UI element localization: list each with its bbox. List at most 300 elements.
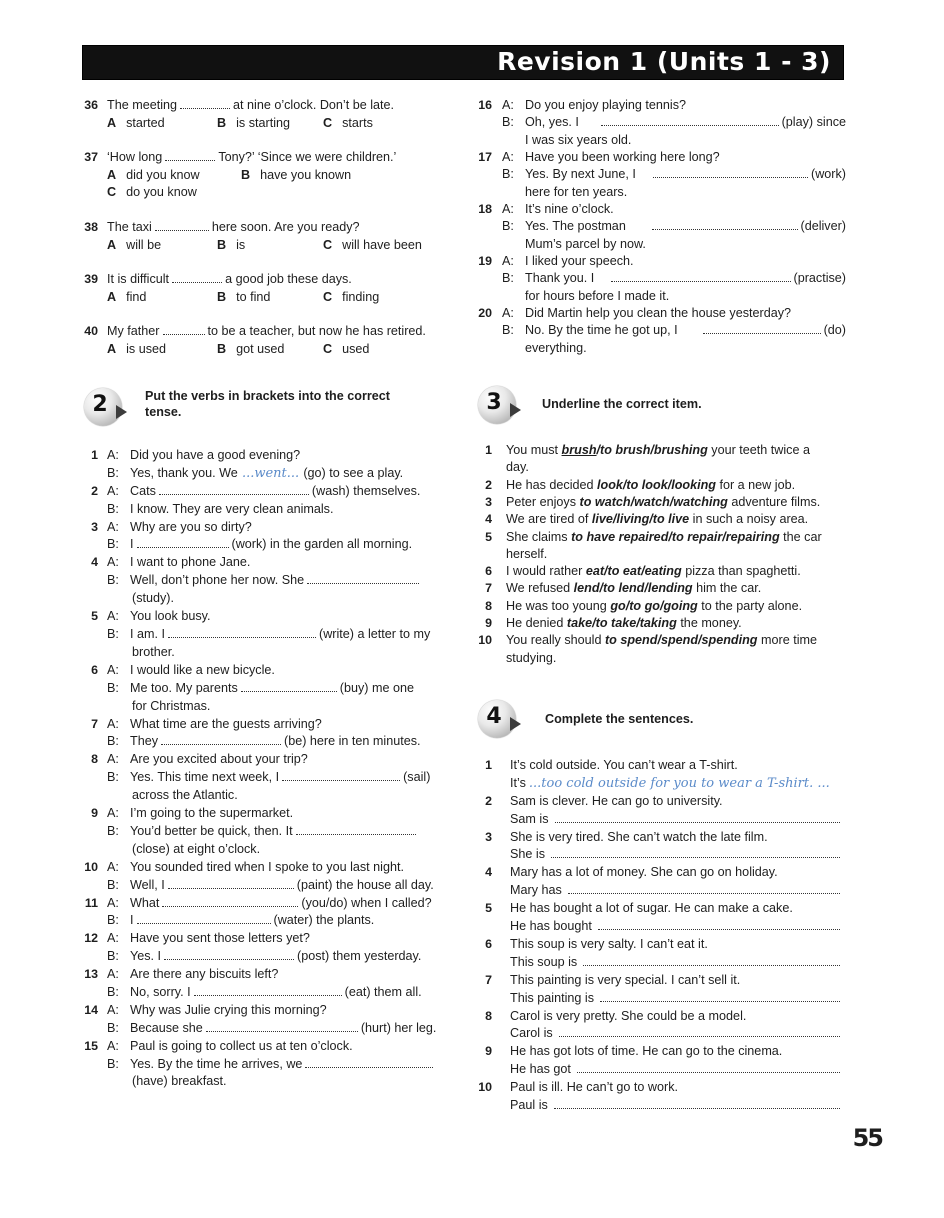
speaker-a-text: Are you excited about your trip? xyxy=(130,752,308,767)
dialogue-3 xyxy=(80,519,452,555)
speaker-b-continuation: (have) breakfast. xyxy=(132,1074,227,1089)
item-sentence xyxy=(506,598,802,616)
answer-lead: It’s xyxy=(510,775,526,790)
dialogue-8 xyxy=(80,751,452,805)
speaker-b-text: You’d better be quick, then. It xyxy=(130,823,293,838)
choice-options: to have repaired/to repair/repairing xyxy=(571,529,780,544)
sentence-continuation: herself. xyxy=(506,546,548,561)
speaker-a-text: You sounded tired when I spoke to you last night. xyxy=(130,859,404,874)
dialogue-number: 15 xyxy=(84,1038,98,1053)
answer-line xyxy=(510,954,843,972)
exercise-1-right xyxy=(474,97,846,357)
speaker-b-continuation: Mum’s parcel by now. xyxy=(525,237,646,251)
answer-lead: This painting is xyxy=(510,990,594,1005)
speaker-a-line: I liked your speech. xyxy=(525,254,634,268)
exercise-number-badge xyxy=(478,700,516,738)
speaker-b-line: Yes. The postman xyxy=(525,219,626,233)
speaker-b-line: B: Well, I (paint) the house all day. xyxy=(107,877,434,892)
sentence-start: He has decided xyxy=(506,477,594,492)
item-number: 2 xyxy=(485,793,492,808)
speaker-b-line: B: I am. I (write) a letter to my xyxy=(107,626,431,641)
speaker-a-line: Have you been working here long? xyxy=(525,150,720,164)
question-stem: at nine o’clock. Don’t be late. xyxy=(233,98,395,112)
item-8 xyxy=(474,598,846,615)
speaker-a-line: A: Are you excited about your trip? xyxy=(107,752,308,767)
question-number: 39 xyxy=(84,272,98,286)
option-a: A find xyxy=(107,290,147,304)
option-c: C finding xyxy=(323,290,380,304)
question-39 xyxy=(80,271,452,323)
page-title: Revision 1 (Units 1 - 3) xyxy=(497,47,831,76)
dialogue-number: 7 xyxy=(91,716,98,731)
choice-set[interactable] xyxy=(592,512,689,526)
speaker-a-line: It’s nine o’clock. xyxy=(525,202,614,216)
choice-options: eat/to eat/eating xyxy=(585,564,682,579)
dialogue-18: 18 A: It’s nine o’clock. B: Yes. The postman (deliver) Mum’s parcel by now. xyxy=(474,201,846,253)
question-stem: to be a teacher, but now he has retired. xyxy=(207,324,426,338)
speaker-b-line: B: Yes. This time next week, I (sail) xyxy=(107,770,431,785)
question-stem: here soon. Are you ready? xyxy=(211,220,360,234)
exercise-number: 3 xyxy=(486,390,502,415)
verb-hint: (work) xyxy=(811,167,846,181)
speaker-b-line: B: I (work) in the garden all morning. xyxy=(107,537,413,552)
selected-choice: brush xyxy=(561,443,597,457)
speaker-b-continuation: for Christmas. xyxy=(132,698,211,713)
answer-line xyxy=(510,918,843,936)
dialogue-10 xyxy=(80,859,452,895)
choice-set[interactable] xyxy=(567,616,677,630)
sentence-end: more time xyxy=(761,633,817,648)
speaker-a-text: You look busy. xyxy=(130,609,211,624)
sentence-end: for a new job. xyxy=(719,477,796,492)
answer-lead: Sam is xyxy=(510,811,549,826)
sentence-start: She claims xyxy=(506,529,568,544)
verb-hint: (post) them yesterday. xyxy=(297,949,422,964)
speaker-a-line: A: Why are you so dirty? xyxy=(107,519,252,534)
exercise-instruction: Underline the correct item. xyxy=(542,397,702,411)
sentence-end: to the party alone. xyxy=(701,598,803,613)
prompt-sentence: She is very tired. She can’t watch the late film. xyxy=(510,829,768,844)
speaker-b-text: I know. They are very clean animals. xyxy=(130,501,334,516)
answer-line xyxy=(510,811,843,829)
verb-hint: (go) to see a play. xyxy=(303,465,404,480)
answer-line xyxy=(510,1061,843,1079)
dialogue-number: 18 xyxy=(478,202,492,216)
sentence-continuation: studying. xyxy=(506,650,557,665)
sentence-2 xyxy=(474,793,846,829)
choice-set[interactable] xyxy=(597,478,716,492)
answer-lead: This soup is xyxy=(510,954,578,969)
choice-set[interactable] xyxy=(571,530,780,544)
dialogue-20: 20 A: Did Martin help you clean the house yesterday? B: No. By the time he got up, I (do) everything. xyxy=(474,305,846,357)
exercise-4-header xyxy=(478,700,848,742)
speaker-a-text: Did you have a good evening? xyxy=(130,448,301,462)
choice-options: look/to look/looking xyxy=(597,477,716,492)
item-10 xyxy=(474,632,846,667)
speaker-b-text: Well, I xyxy=(130,877,165,892)
question-37 xyxy=(80,149,452,219)
dialogue-number: 20 xyxy=(478,306,492,320)
choice-set[interactable] xyxy=(574,581,693,595)
question-number: 37 xyxy=(84,150,98,164)
speaker-a-text: I would like a new bicycle. xyxy=(130,662,275,677)
speaker-a-text: Why was Julie crying this morning? xyxy=(130,1002,327,1017)
verb-hint: (you/do) when I called? xyxy=(301,895,432,910)
item-number: 8 xyxy=(485,598,492,613)
answer-lead: He has got xyxy=(510,1062,571,1077)
sentence-5 xyxy=(474,900,846,936)
dialogue-13 xyxy=(80,966,452,1002)
answer-text: went xyxy=(254,465,287,481)
sentence-start: You really should xyxy=(506,633,602,648)
item-number: 7 xyxy=(485,972,492,987)
answer-lead: Mary has xyxy=(510,883,562,898)
exercise-2-header xyxy=(84,388,454,430)
dialogue-number: 4 xyxy=(91,555,98,570)
speaker-a-line: A: I’m going to the supermarket. xyxy=(107,806,294,820)
dialogue-number: 8 xyxy=(91,752,98,767)
dialogue-number: 19 xyxy=(478,254,492,268)
answer-lead: He has bought xyxy=(510,919,592,934)
verb-hint: (hurt) her leg. xyxy=(360,1020,437,1035)
handwritten-answer: ...too cold outside for you to wear a T-shirt. ... xyxy=(528,775,830,791)
sentence-6 xyxy=(474,936,846,972)
dialogue-1 xyxy=(80,447,452,483)
dialogue-number: 2 xyxy=(91,483,98,498)
speaker-a-line: A: Cats (wash) themselves. xyxy=(107,483,421,498)
choice-options: to watch/watch/watching xyxy=(579,494,728,509)
item-7 xyxy=(474,580,846,597)
sentence-start: He was too young xyxy=(506,598,607,613)
item-3 xyxy=(474,494,846,511)
speaker-a-line: A: Are there any biscuits left? xyxy=(107,967,279,982)
sentence-start: We refused xyxy=(506,581,571,596)
speaker-b-continuation: for hours before I made it. xyxy=(525,289,670,303)
speaker-a-line: A: Why was Julie crying this morning? xyxy=(107,1002,327,1017)
item-number: 3 xyxy=(485,829,492,844)
option-a: A will be xyxy=(107,238,162,252)
dialogue-11 xyxy=(80,895,452,931)
speaker-a-line: A: I would like a new bicycle. xyxy=(107,662,275,677)
option-b: B is xyxy=(217,238,246,252)
item-sentence xyxy=(506,563,801,581)
speaker-a-line: A: Paul is going to collect us at ten o’clock. xyxy=(107,1038,353,1053)
dialogue-number: 12 xyxy=(84,931,98,946)
speaker-b-line: B: Because she (hurt) her leg. xyxy=(107,1020,437,1035)
question-stem: The meeting xyxy=(107,98,178,112)
option-b: B is starting xyxy=(217,116,291,130)
item-5 xyxy=(474,529,846,564)
answer-line xyxy=(510,1025,843,1043)
prompt-sentence: It’s cold outside. You can’t wear a T-shirt. xyxy=(510,758,738,772)
dialogue-14 xyxy=(80,1002,452,1038)
sentence-10 xyxy=(474,1079,846,1115)
item-1 xyxy=(474,442,846,477)
speaker-b-continuation: (study). xyxy=(132,591,174,606)
verb-hint: (deliver) xyxy=(800,219,846,233)
choice-set[interactable] xyxy=(610,599,697,613)
speaker-b-text: I am. I xyxy=(130,626,165,641)
sentence-9 xyxy=(474,1043,846,1079)
speaker-a-text: What time are the guests arriving? xyxy=(130,716,322,731)
dialogue-2 xyxy=(80,483,452,519)
sentence-start: You must xyxy=(506,443,559,457)
question-number: 36 xyxy=(84,98,98,112)
prompt-sentence: He has got lots of time. He can go to the cinema. xyxy=(510,1044,783,1059)
speaker-b-line: No. By the time he got up, I xyxy=(525,323,678,337)
item-sentence xyxy=(506,511,808,529)
question-38 xyxy=(80,219,452,271)
item-number: 7 xyxy=(485,581,492,596)
prompt-sentence: This soup is very salty. I can’t eat it. xyxy=(510,937,708,951)
speaker-b-text: I xyxy=(130,537,134,552)
speaker-b-line: B: Yes. By the time he arrives, we xyxy=(107,1056,436,1074)
prompt-sentence: Paul is ill. He can’t go to work. xyxy=(510,1080,678,1095)
sentence-continuation: day. xyxy=(506,460,529,475)
speaker-a-line: Do you enjoy playing tennis? xyxy=(525,98,687,112)
speaker-b-text: Because she xyxy=(130,1020,203,1035)
prompt-sentence: Sam is clever. He can go to university. xyxy=(510,793,723,808)
dialogue-16: 16 A: Do you enjoy playing tennis? B: Oh, yes. I (play) since I was six years old. xyxy=(474,97,846,149)
choice-set[interactable] xyxy=(586,564,682,578)
question-stem: ‘How long xyxy=(107,150,163,164)
speaker-b-text: Yes, thank you. We xyxy=(130,465,238,480)
item-number: 6 xyxy=(485,937,492,951)
exercise-instruction: Put the verbs in brackets into the correct tense. xyxy=(145,389,390,419)
dialogue-number: 6 xyxy=(91,662,98,677)
speaker-b-text: Yes. This time next week, I xyxy=(130,770,280,785)
dialogue-number: 17 xyxy=(478,150,492,164)
answer-line xyxy=(510,775,843,793)
question-40 xyxy=(80,323,452,363)
speaker-b-line: B: Yes, thank you. We ...went... (go) to see a play. xyxy=(107,465,404,481)
answer-lead: Carol is xyxy=(510,1026,553,1041)
speaker-a-line: A: You sounded tired when I spoke to you last night. xyxy=(107,859,404,874)
item-2 xyxy=(474,477,846,494)
dialogue-5 xyxy=(80,608,452,662)
speaker-b-text: No, sorry. I xyxy=(130,984,191,999)
speaker-b-continuation: I was six years old. xyxy=(525,133,632,147)
speaker-b-line: B: Well, don’t phone her now. She xyxy=(107,572,422,590)
answer-lead: She is xyxy=(510,847,546,862)
verb-hint: (water) the plants. xyxy=(273,913,375,928)
verb-hint: (wash) themselves. xyxy=(311,483,421,498)
option-c: C starts xyxy=(323,116,373,130)
answer-line xyxy=(510,882,843,900)
speaker-b-line: Yes. By next June, I xyxy=(525,167,636,181)
handwritten-answer: ...went... xyxy=(237,465,304,481)
sentence-end: your teeth twice a xyxy=(711,443,810,457)
item-sentence xyxy=(506,529,822,547)
item-number: 2 xyxy=(485,477,492,492)
sentence-7 xyxy=(474,972,846,1008)
verb-hint: (play) since xyxy=(781,115,846,129)
dialogue-19: 19 A: I liked your speech. B: Thank you. I (practise) for hours before I made it. xyxy=(474,253,846,305)
item-6 xyxy=(474,563,846,580)
speaker-b-line: B: You’d better be quick, then. It xyxy=(107,823,419,841)
speaker-a-text: I want to phone Jane. xyxy=(130,555,251,570)
answer-line xyxy=(510,846,843,864)
sentence-3 xyxy=(474,829,846,865)
choice-options: live/living/to live xyxy=(591,512,690,527)
speaker-b-line: B: I (water) the plants. xyxy=(107,913,375,928)
speaker-a-text: Have you sent those letters yet? xyxy=(130,931,310,946)
choice-set[interactable] xyxy=(580,495,728,509)
choice-set[interactable] xyxy=(562,443,708,457)
exercise-number: 4 xyxy=(486,704,502,729)
speaker-a-line: A: You look busy. xyxy=(107,609,211,624)
item-number: 9 xyxy=(485,1044,492,1059)
choice-options: lend/to lend/lending xyxy=(573,581,693,596)
answer-lead: Paul is xyxy=(510,1098,548,1113)
verb-hint: (do) xyxy=(823,323,846,337)
item-number: 5 xyxy=(485,529,492,544)
item-4 xyxy=(474,511,846,528)
item-number: 4 xyxy=(485,512,492,527)
question-stem: Tony?’ ‘Since we were children.’ xyxy=(218,150,397,164)
speaker-b-text: Well, don’t phone her now. She xyxy=(130,573,305,588)
item-sentence xyxy=(506,580,761,598)
question-stem: The taxi xyxy=(107,220,152,234)
speaker-b-continuation: (close) at eight o’clock. xyxy=(132,841,261,856)
verb-hint: (buy) me one xyxy=(339,680,414,695)
sentence-end: the money. xyxy=(680,616,742,630)
sentence-start: We are tired of xyxy=(506,512,589,527)
speaker-a-text: Paul is going to collect us at ten o’clock. xyxy=(130,1038,353,1053)
speaker-a-text: What xyxy=(130,895,160,910)
speaker-a-text: I’m going to the supermarket. xyxy=(130,806,294,820)
item-sentence xyxy=(506,477,795,495)
verb-hint: (practise) xyxy=(793,271,846,285)
answer-line xyxy=(510,1097,843,1115)
sentence-end: in such a noisy area. xyxy=(692,512,809,527)
speaker-a-text: Are there any biscuits left? xyxy=(130,967,279,982)
dialogue-number: 9 xyxy=(91,806,98,820)
speaker-b-text: Yes. By the time he arrives, we xyxy=(130,1056,303,1071)
dialogue-7 xyxy=(80,716,452,752)
dialogue-number: 10 xyxy=(84,859,98,874)
option-a: A is used xyxy=(107,342,167,356)
speaker-a-line: A: Did you have a good evening? xyxy=(107,448,301,462)
speaker-b-line: Oh, yes. I xyxy=(525,115,579,129)
speaker-b-line: B: I know. They are very clean animals. xyxy=(107,501,334,516)
speaker-a-text: Why are you so dirty? xyxy=(130,519,252,534)
choice-options: take/to take/taking xyxy=(566,616,677,630)
dialogue-15 xyxy=(80,1038,452,1092)
dialogue-number: 1 xyxy=(91,448,98,462)
prompt-sentence: Carol is very pretty. She could be a model. xyxy=(510,1008,747,1023)
exercise-1-left xyxy=(80,97,452,363)
item-number: 5 xyxy=(485,901,492,916)
verb-hint: (paint) the house all day. xyxy=(296,877,434,892)
dialogue-4 xyxy=(80,554,452,608)
dialogue-number: 16 xyxy=(478,98,492,112)
page-number: 55 xyxy=(852,1124,882,1152)
question-stem: My father xyxy=(107,324,160,338)
dialogue-9 xyxy=(80,805,452,859)
dialogue-number: 11 xyxy=(84,895,98,910)
speaker-b-line: B: They (be) here in ten minutes. xyxy=(107,734,421,749)
item-number: 4 xyxy=(485,865,492,880)
dialogue-17: 17 A: Have you been working here long? B: Yes. By next June, I (work) here for ten years. xyxy=(474,149,846,201)
speaker-b-text: Yes. I xyxy=(130,949,162,964)
item-number: 8 xyxy=(485,1008,492,1023)
item-number: 6 xyxy=(485,564,492,579)
exercise-instruction: Complete the sentences. xyxy=(545,712,694,726)
item-sentence xyxy=(506,494,820,512)
exercise-number: 2 xyxy=(92,392,108,417)
option-b: B to find xyxy=(217,290,271,304)
option-c: C will have been xyxy=(323,238,422,252)
sentence-4 xyxy=(474,864,846,900)
choice-options: /to brush/brushing xyxy=(596,443,708,457)
item-number: 10 xyxy=(478,1080,492,1095)
item-number: 1 xyxy=(485,758,492,772)
question-number: 38 xyxy=(84,220,98,234)
speaker-b-text: I xyxy=(130,913,134,928)
sentence-end: the car xyxy=(783,529,822,544)
option-b: B have you known xyxy=(241,168,352,182)
item-sentence xyxy=(506,442,810,460)
dialogue-number: 5 xyxy=(91,609,98,624)
question-36 xyxy=(80,97,452,149)
speaker-a-line: Did Martin help you clean the house yesterday? xyxy=(525,306,792,320)
option-c: C used xyxy=(323,342,370,356)
question-stem: a good job these days. xyxy=(225,272,352,286)
speaker-b-line: Thank you. I xyxy=(525,271,595,285)
speaker-b-continuation: everything. xyxy=(525,341,587,355)
revision-banner xyxy=(82,45,844,80)
speaker-a-line: A: What (you/do) when I called? xyxy=(107,895,432,910)
speaker-b-text: They xyxy=(130,734,158,749)
speaker-a-line: A: I want to phone Jane. xyxy=(107,555,251,570)
sentence-8 xyxy=(474,1008,846,1044)
dialogue-6 xyxy=(80,662,452,716)
verb-hint: (be) here in ten minutes. xyxy=(284,734,421,749)
item-number: 10 xyxy=(478,633,492,648)
prompt-sentence: He has bought a lot of sugar. He can make a cake. xyxy=(510,901,793,916)
option-c: C do you know xyxy=(107,185,197,199)
sentence-start: Peter enjoys xyxy=(506,494,577,509)
exercise-number-badge xyxy=(478,386,516,424)
speaker-b-line: B: Yes. I (post) them yesterday. xyxy=(107,949,422,964)
verb-hint: (sail) xyxy=(403,770,431,785)
option-a: A did you know xyxy=(107,168,200,182)
speaker-b-continuation: brother. xyxy=(132,644,175,659)
verb-hint: (eat) them all. xyxy=(344,984,422,999)
sentence-1 xyxy=(474,757,846,793)
speaker-b-continuation: here for ten years. xyxy=(525,185,628,199)
item-sentence xyxy=(506,632,817,650)
exercise-3-header xyxy=(478,386,848,428)
sentence-end: pizza than spaghetti. xyxy=(685,564,801,579)
dialogue-12 xyxy=(80,930,452,966)
sentence-end: him the car. xyxy=(696,581,762,596)
item-number: 1 xyxy=(485,443,492,457)
choice-set[interactable] xyxy=(605,633,758,647)
question-stem: It is difficult xyxy=(107,272,170,286)
sentence-end: adventure films. xyxy=(731,494,821,509)
choice-options: to spend/spend/spending xyxy=(604,633,758,648)
dialogue-number: 3 xyxy=(91,519,98,534)
answer-text: too cold outside for you to wear a T-shirt. xyxy=(541,775,814,791)
choice-options: go/to go/going xyxy=(610,598,698,613)
speaker-b-line: B: Me too. My parents (buy) me one xyxy=(107,680,414,695)
option-b: B got used xyxy=(217,342,285,356)
speaker-b-line: B: No, sorry. I (eat) them all. xyxy=(107,984,422,999)
prompt-sentence: This painting is very special. I can’t sell it. xyxy=(510,972,741,987)
exercise-number-badge xyxy=(84,388,122,426)
